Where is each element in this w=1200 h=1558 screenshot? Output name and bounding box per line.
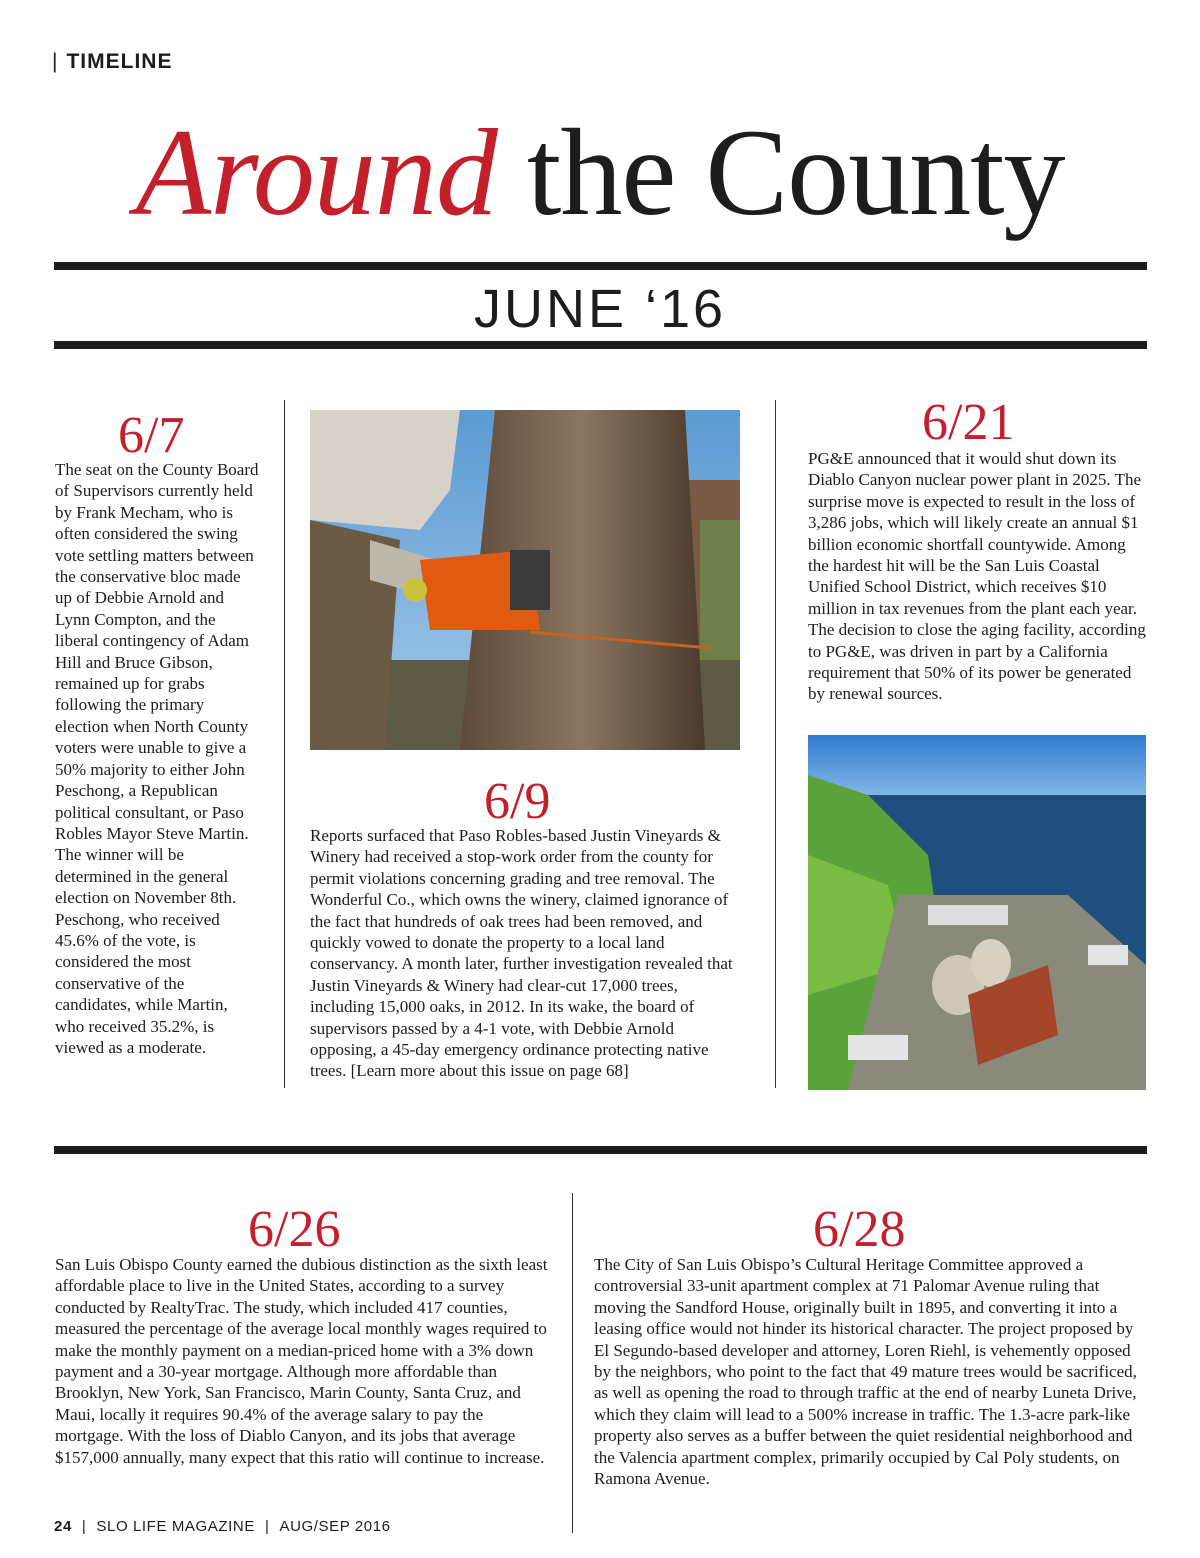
magazine-name: SLO LIFE MAGAZINE [96, 1518, 255, 1535]
power-plant-photo [808, 735, 1146, 1090]
section-divider: | [52, 50, 59, 73]
page-title-accent: Around [135, 104, 497, 241]
column-divider-2 [775, 400, 776, 1088]
footer-divider-1: | [81, 1518, 87, 1535]
issue-date: AUG/SEP 2016 [279, 1518, 391, 1535]
middle-rule [54, 1146, 1147, 1154]
page-title [0, 104, 1200, 241]
chainsaw-tree-image [310, 410, 740, 750]
page-footer [54, 1518, 391, 1535]
page-title-rest: the County [526, 104, 1065, 241]
entry-date-6-26: 6/26 [248, 1201, 341, 1258]
section-label [52, 50, 172, 74]
entry-text-6-21: PG&E announced that it would shut down its Diablo Canyon nuclear power plant in 2025. The surprise move is expected to result in the loss of 3,286 jobs, which will likely create an annual $1 billion economic shortfall countywide. Among the hardest hit will be the San Luis Coastal Unified School District, which receives $10 million in tax revenues from the plant each year. The decision to close the aging facility, according to PG&E, was driven in part by a California requirement that 50% of its power be generated by renewal sources. [808, 449, 1146, 704]
top-rule [54, 262, 1147, 270]
page-number: 24 [54, 1518, 72, 1535]
month-heading: JUNE ‘16 [473, 279, 727, 339]
power-plant-image [808, 735, 1146, 1090]
entry-date-6-21: 6/21 [922, 394, 1015, 451]
column-divider-3 [572, 1193, 573, 1533]
entry-date-6-9: 6/9 [484, 773, 551, 830]
chainsaw-tree-photo [310, 410, 740, 750]
entry-date-6-7: 6/7 [118, 407, 185, 464]
footer-divider-2: | [264, 1518, 270, 1535]
entry-text-6-28: The City of San Luis Obispo’s Cultural Heritage Committee approved a controversial 33-unit apartment complex at 71 Palomar Avenue ruling that moving the Sandford House, originally built in 1895, and converting it into a leasing office would not hinder its historical character. The project proposed by El Segundo-based developer and attorney, Loren Riehl, is vehemently opposed by the neighbors, who point to the fact that 49 mature trees would be sacrificed, as well as opening the road to through traffic at the end of nearby Luneta Drive, which they claim will lead to a 500% increase in traffic. The 1.3-acre park-like property also serves as a buffer between the quiet residential neighborhood and the Valencia apartment complex, primarily occupied by Cal Poly students, on Ramona Avenue. [594, 1255, 1137, 1489]
entry-date-6-28: 6/28 [813, 1201, 906, 1258]
entry-text-6-26: San Luis Obispo County earned the dubious distinction as the sixth least affordable place to live in the United States, according to a survey conducted by RealtyTrac. The study, which included 417 counties, measured the percentage of the average local monthly wages required to make the monthly payment on a median-priced home with a 3% down payment and a 30-year mortgage. Although more affordable than Brooklyn, New York, San Francisco, Marin County, Santa Cruz, and Maui, locally it requires 90.4% of the average salary to pay the mortgage. With the loss of Diablo Canyon, and its jobs that average $157,000 annually, many expect that this ratio will continue to increase. [55, 1255, 548, 1467]
column-divider-1 [284, 400, 285, 1088]
entry-text-6-9: Reports surfaced that Paso Robles-based Justin Vineyards & Winery had received a stop-work order from the county for permit violations concerning grading and tree removal. The Wonderful Co., which owns the winery, claimed ignorance of the fact that hundreds of oak trees had been removed, and quickly vowed to donate the property to a local land conservancy. A month later, further investigation revealed that Justin Vineyards & Winery had clear-cut 17,000 trees, including 15,000 oaks, in 2012. In its wake, the board of supervisors passed by a 4-1 vote, with Debbie Arnold opposing, a 45-day emergency ordinance protecting native trees. [Learn more about this issue on page 68] [310, 826, 733, 1081]
month-rule [54, 341, 1147, 349]
entry-text-6-7: The seat on the County Board of Supervisors currently held by Frank Mecham, who is often considered the swing vote settling matters between the conservative bloc made up of Debbie Arnold and Lynn Compton, and the liberal contingency of Adam Hill and Bruce Gibson, remained up for grabs following the primary election when North County voters were unable to give a 50% majority to either John Peschong, a Republican political consultant, or Paso Robles Mayor Steve Martin. The winner will be determined in the general election on November 8th. Peschong, who received 45.6% of the vote, is considered the most conservative of the candidates, while Martin, who received 35.2%, is viewed as a moderate. [55, 460, 259, 1057]
section-label-text: TIMELINE [66, 50, 173, 73]
